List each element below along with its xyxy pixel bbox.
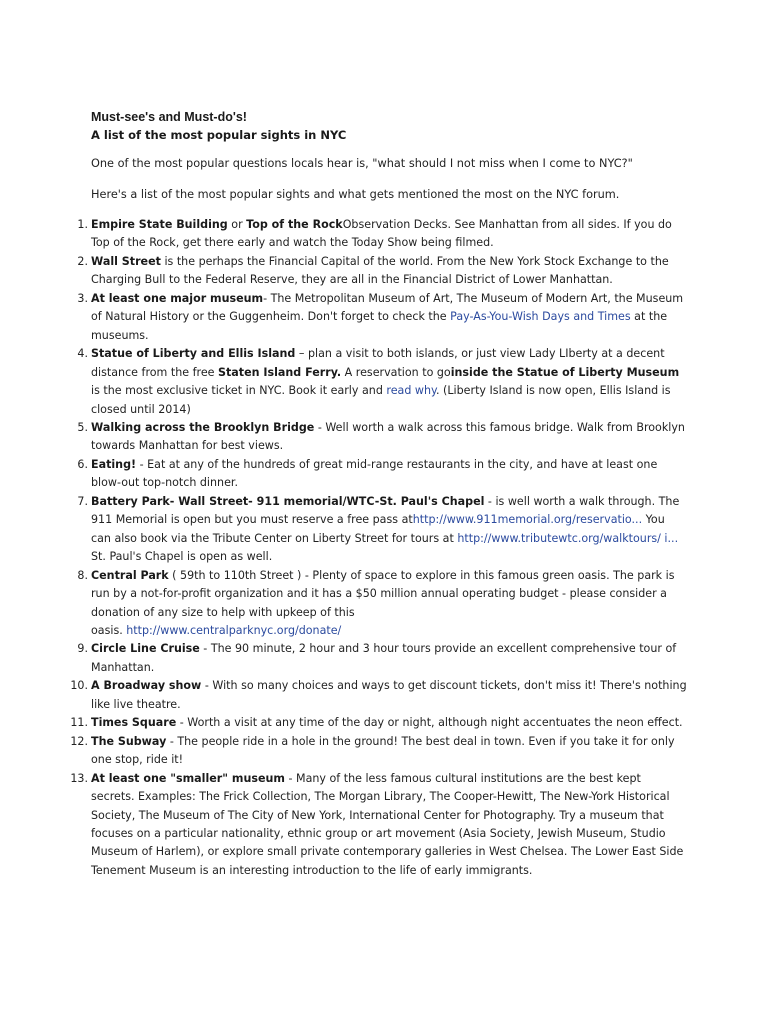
intro-paragraph-2: Here's a list of the most popular sights and what gets mentioned the most on the NYC forum. (91, 188, 620, 201)
item-text: - Many of the less famous cultural institutions are the best kept secrets. Examples: The Frick Collection, The Morgan Library, The Cooper-Hewitt, The New-York Historical Society, The Museum of The City of New York, International Center for Photography. Try a museum that focuses on a particular nationality, ethnic group or art movement (Asia Society, Jewish Museum, Studio Museum of Harlem), or explore small private contemporary galleries in West Chelsea. The Lower East Side Tenement Museum is an interesting introduction to the life of early immigrants. (91, 771, 684, 877)
item-text: at the museums. (91, 310, 668, 342)
tribute-center-link[interactable]: http://www.tributewtc.org/walktours/ i... (457, 531, 679, 545)
pay-as-you-wish-link[interactable]: Pay-As-You-Wish Days and Times (450, 310, 631, 324)
list-item (70, 733, 687, 770)
list-item (77, 216, 687, 253)
item-title: Empire State Building (91, 218, 228, 231)
item-title: The Subway (91, 734, 167, 748)
item-number: 4. (77, 347, 88, 361)
item-title: Eating! (91, 457, 137, 471)
list-item (77, 290, 687, 345)
item-title: At least one "smaller" museum (91, 771, 285, 785)
item-number: 10. (70, 679, 88, 693)
item-text: You can also book via the Tribute Center on Liberty Street for tours at (91, 513, 665, 545)
item-text: or (227, 218, 247, 231)
item-number: 1. (77, 218, 88, 231)
item-title: Battery Park- Wall Street- 911 memorial/WTC-St. Paul's Chapel (91, 494, 485, 508)
item-text: . (Liberty Island is now open, Ellis Island is closed until 2014) (91, 384, 671, 416)
item-text: - Well worth a walk across this famous bridge. Walk from Brooklyn towards Manhattan for best views. (91, 420, 685, 453)
item-number: 12. (70, 734, 88, 748)
read-why-link[interactable]: read why (386, 384, 436, 398)
item-text: is the most exclusive ticket in NYC. Book it early and (91, 384, 387, 398)
item-number: 7. (77, 494, 88, 508)
list-item (77, 253, 687, 290)
page-subtitle: A list of the most popular sights in NYC (91, 128, 347, 142)
item-number: 6. (77, 457, 88, 471)
list-item (70, 770, 687, 881)
list-item (70, 677, 687, 714)
item-number: 8. (77, 568, 88, 582)
item-number: 3. (77, 291, 88, 305)
item-text: Observation Decks. See Manhattan from all sides. If you do Top of the Rock, get there early and watch the Today Show being filmed. (91, 218, 672, 250)
item-text: - Worth a visit at any time of the day or night, although night accentuates the neon effect. (176, 716, 683, 730)
item-title: Central Park (91, 568, 169, 582)
item-text: - With so many choices and ways to get discount tickets, don't miss it! There's nothing like live theatre. (91, 679, 687, 711)
item-title: Times Square (91, 716, 177, 730)
page-title: Must-see's and Must-do's! (91, 110, 247, 124)
list-item (77, 456, 687, 493)
intro-paragraph-1: One of the most popular questions locals hear is, "what should I not miss when I come to NYC?" (91, 157, 633, 170)
list-item (77, 640, 687, 677)
item-text: St. Paul's Chapel is open as well. (91, 550, 273, 564)
item-title: Statue of Liberty and Ellis Island (91, 347, 296, 361)
item-title: At least one major museum (91, 291, 264, 305)
central-park-donate-link[interactable]: http://www.centralparknyc.org/donate/ (126, 623, 342, 637)
item-title-tertiary: inside the Statue of Liberty Museum (450, 365, 680, 379)
item-title-secondary: Staten Island Ferry. (218, 365, 342, 379)
item-text: - Eat at any of the hundreds of great mid-range restaurants in the city, and have at least one blow-out top-notch dinner. (91, 457, 658, 490)
list-item (77, 567, 687, 641)
item-number: 11. (70, 716, 88, 730)
list-item (77, 493, 687, 567)
item-title-secondary: Top of the Rock (246, 218, 343, 231)
item-number: 9. (77, 642, 88, 656)
item-text: oasis. (91, 623, 127, 637)
item-text: ( 59th to 110th Street ) - Plenty of space to explore in this famous green oasis. The park is run by a not-for-profit organization and it has a $50 million annual operating budget - please consider a donation of any size to help with upkeep of this (91, 568, 675, 619)
item-title: Circle Line Cruise (91, 642, 200, 656)
list-item (77, 345, 687, 419)
911-memorial-link[interactable]: http://www.911memorial.org/reservatio... (412, 513, 643, 527)
item-title: Walking across the Brooklyn Bridge (91, 420, 315, 434)
item-text: - The 90 minute, 2 hour and 3 hour tours provide an excellent comprehensive tour of Manhattan. (91, 642, 677, 674)
item-text: - is well worth a walk through. The 911 Memorial is open but you must reserve a free pass at (91, 494, 680, 527)
item-text: - The Metropolitan Museum of Art, The Museum of Modern Art, the Museum of Natural History or the Guggenheim. Don't forget to check the (91, 291, 684, 324)
item-title: A Broadway show (91, 679, 202, 693)
sights-list (70, 216, 687, 880)
item-number: 13. (70, 771, 88, 785)
item-text: – plan a visit to both islands, or just view Lady LIberty at a decent distance from the free (91, 347, 665, 379)
item-text: - The people ride in a hole in the ground! The best deal in town. Even if you take it for only one stop, ride it! (91, 734, 675, 767)
item-text: is the perhaps the Financial Capital of the world. From the New York Stock Exchange to the Charging Bull to the Federal Reserve, they are all in the Financial District of Lower Manhattan. (91, 254, 669, 287)
list-item (77, 419, 687, 456)
item-number: 2. (77, 254, 88, 268)
item-text: A reservation to go (341, 365, 451, 379)
list-item (70, 714, 687, 732)
item-title: Wall Street (91, 254, 161, 268)
item-number: 5. (77, 420, 88, 434)
